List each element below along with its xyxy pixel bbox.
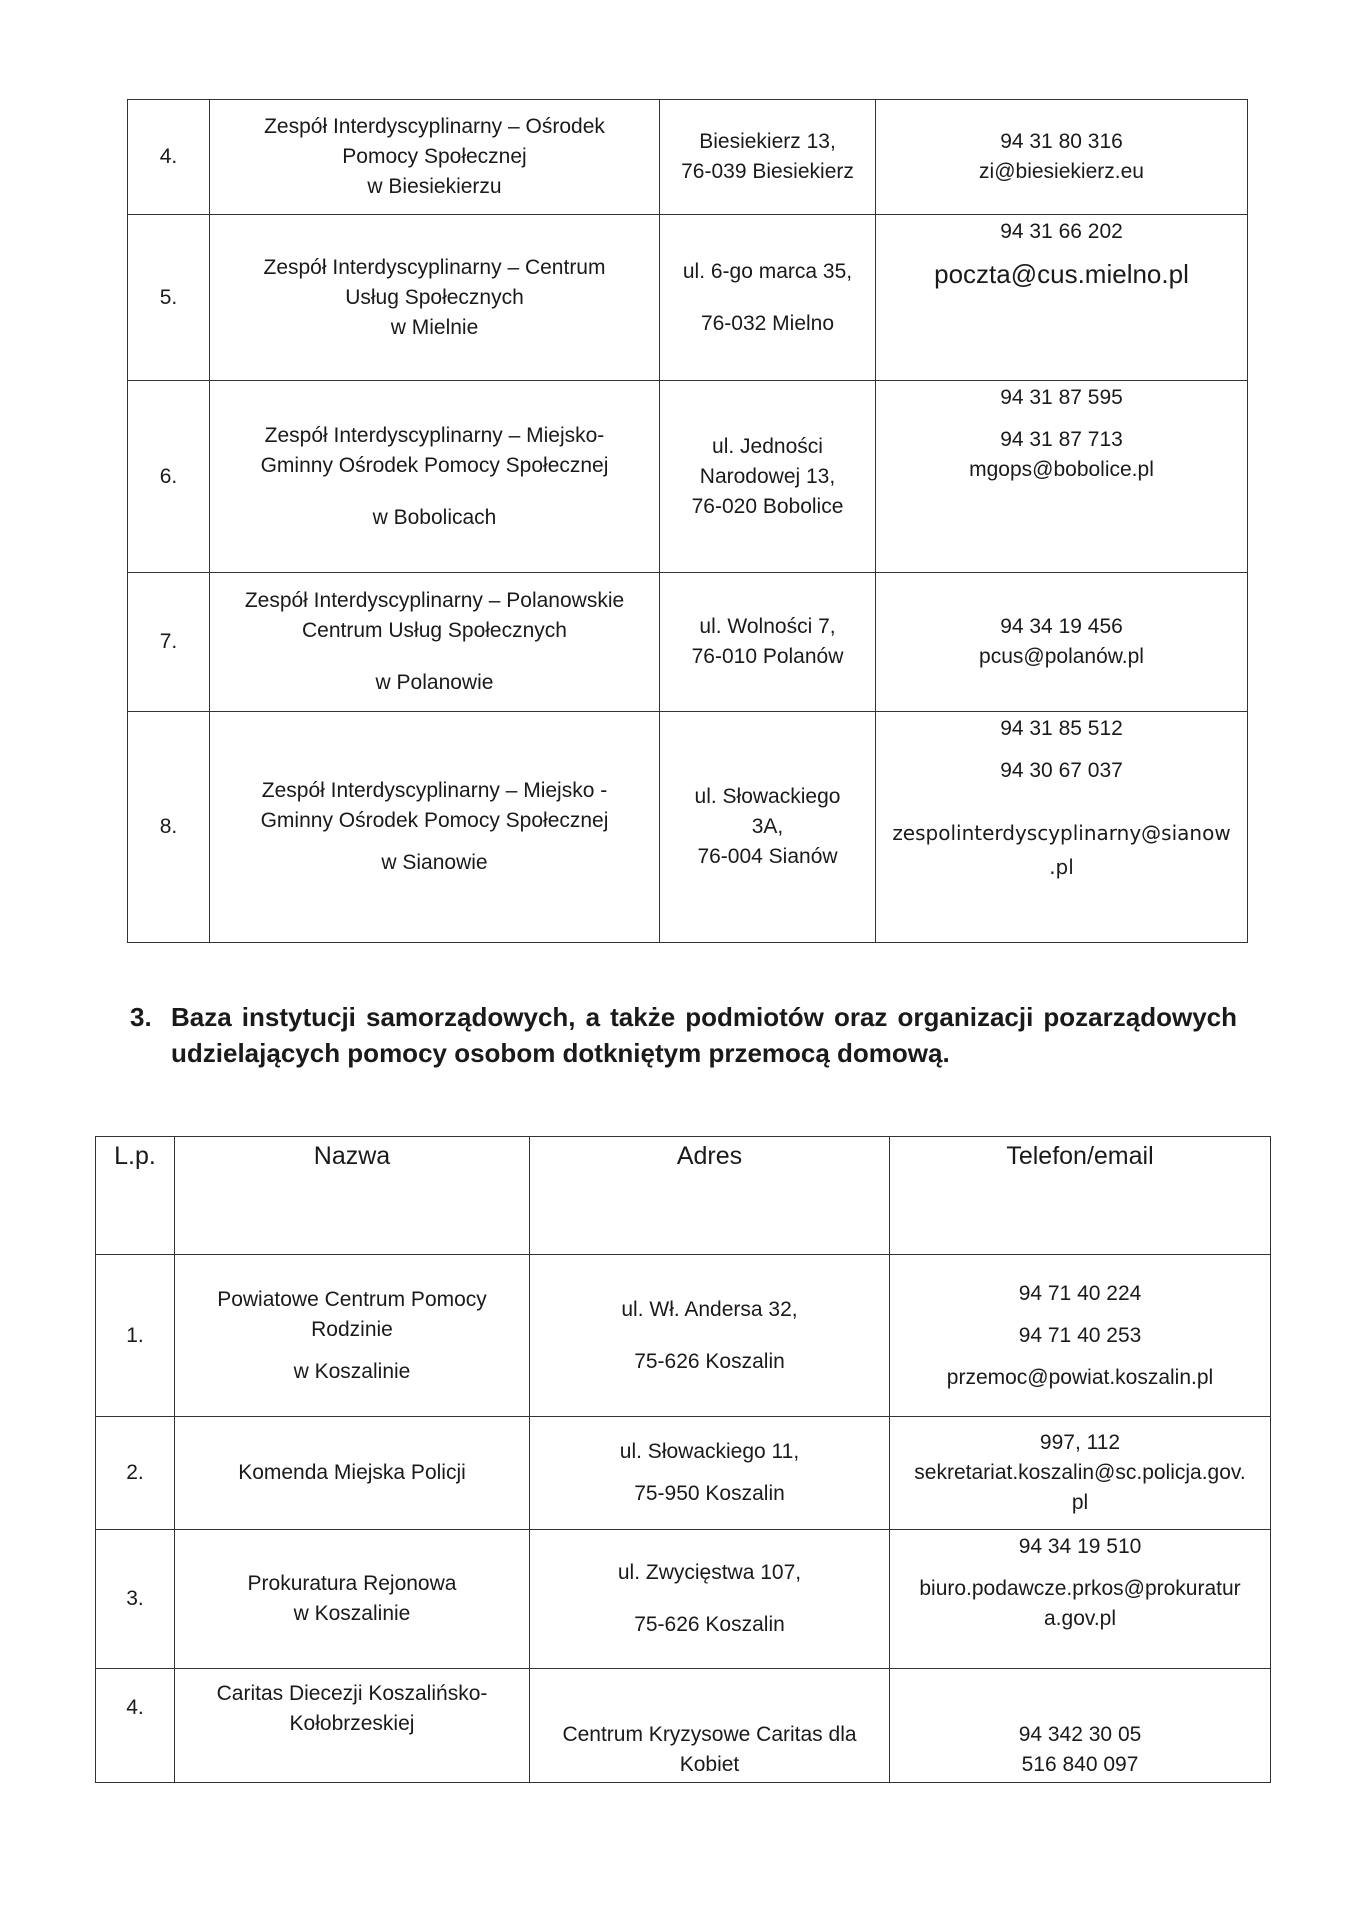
institution-address: ul. Zwycięstwa 107, 75-626 Koszalin	[530, 1530, 890, 1669]
email-link[interactable]: pcus@polanów.pl	[979, 645, 1144, 668]
table-row	[128, 381, 1248, 573]
phone: 94 342 30 05	[1018, 1723, 1142, 1746]
institution-address: ul. Wolności 7, 76-010 Polanów	[660, 573, 876, 712]
institutions-table-continued	[127, 99, 1248, 943]
email-link-continued[interactable]: a.gov.pl	[1044, 1607, 1116, 1630]
header-contact: Telefon/email	[890, 1137, 1271, 1255]
email-link[interactable]: zespolinterdyscyplinarny@sianow	[892, 821, 1231, 845]
section-title: Baza instytucji samorządowych, a także podmiotów oraz organizacji pozarządowych udzielających pomocy osobom dotkniętym przemocą domową.	[171, 1002, 1237, 1068]
phone: 94 34 19 456	[1000, 615, 1123, 638]
institution-address: Centrum Kryzysowe Caritas dla Kobiet	[530, 1669, 890, 1783]
table-header-row	[96, 1137, 1271, 1255]
table-row	[96, 1255, 1271, 1417]
phone: 94 31 85 512	[1000, 717, 1123, 740]
row-number: 4.	[96, 1669, 175, 1783]
phone: 94 31 87 595	[1000, 386, 1123, 409]
email-link[interactable]: poczta@cus.mielno.pl	[934, 259, 1189, 289]
institution-contact	[890, 1669, 1271, 1783]
institution-contact	[876, 215, 1248, 381]
phone: 94 31 80 316	[1000, 130, 1123, 153]
row-number: 8.	[128, 712, 210, 943]
email-link[interactable]: biuro.podawcze.prkos@prokuratur	[919, 1577, 1241, 1600]
header-lp: L.p.	[96, 1137, 175, 1255]
institution-contact	[890, 1530, 1271, 1669]
email-link[interactable]: zi@biesiekierz.eu	[979, 160, 1144, 183]
institution-address: ul. Jedności Narodowej 13, 76-020 Bobolice	[660, 381, 876, 573]
phone: 516 840 097	[1021, 1753, 1139, 1776]
email-link-continued[interactable]: .pl	[1049, 855, 1074, 879]
institution-name: Prokuratura Rejonowa w Koszalinie	[175, 1530, 530, 1669]
header-name: Nazwa	[175, 1137, 530, 1255]
institution-contact	[876, 100, 1248, 215]
row-number: 7.	[128, 573, 210, 712]
phone: 94 31 66 202	[1000, 220, 1123, 243]
institution-name: Caritas Diecezji Koszalińsko- Kołobrzeskiej	[175, 1669, 530, 1783]
row-number: 3.	[96, 1530, 175, 1669]
institution-address: ul. Słowackiego 3A, 76-004 Sianów	[660, 712, 876, 943]
table-row	[96, 1417, 1271, 1530]
table-row	[128, 100, 1248, 215]
section-number: 3.	[130, 1002, 152, 1032]
row-number: 5.	[128, 215, 210, 381]
institution-name: Komenda Miejska Policji	[175, 1417, 530, 1530]
email-link[interactable]: przemoc@powiat.koszalin.pl	[946, 1365, 1214, 1389]
email-link[interactable]: mgops@bobolice.pl	[969, 458, 1154, 481]
institution-contact	[876, 712, 1248, 943]
institution-address: ul. Wł. Andersa 32, 75-626 Koszalin	[530, 1255, 890, 1417]
row-number: 1.	[96, 1255, 175, 1417]
section-heading	[127, 999, 1237, 1071]
email-link[interactable]: sekretariat.koszalin@sc.policja.gov.	[914, 1461, 1246, 1484]
table-row	[128, 573, 1248, 712]
table-row	[128, 215, 1248, 381]
institution-contact	[890, 1255, 1271, 1417]
support-institutions-table	[95, 1136, 1271, 1783]
institution-address: ul. 6-go marca 35, 76-032 Mielno	[660, 215, 876, 381]
phone: 94 30 67 037	[1000, 759, 1123, 782]
institution-address: Biesiekierz 13, 76-039 Biesiekierz	[660, 100, 876, 215]
institution-contact	[890, 1417, 1271, 1530]
row-number: 4.	[128, 100, 210, 215]
header-address: Adres	[530, 1137, 890, 1255]
institution-contact	[876, 381, 1248, 573]
institution-contact	[876, 573, 1248, 712]
institution-name: Zespół Interdyscyplinarny – Polanowskie Centrum Usług Społecznych w Polanowie	[210, 573, 660, 712]
institution-address: ul. Słowackiego 11, 75-950 Koszalin	[530, 1417, 890, 1530]
row-number: 6.	[128, 381, 210, 573]
institution-name: Zespół Interdyscyplinarny – Centrum Usług Społecznych w Mielnie	[210, 215, 660, 381]
institution-name: Zespół Interdyscyplinarny – Miejsko- Gminny Ośrodek Pomocy Społecznej w Bobolicach	[210, 381, 660, 573]
table-row	[96, 1530, 1271, 1669]
table-row	[96, 1669, 1271, 1783]
phone: 94 71 40 253	[1018, 1323, 1142, 1347]
email-link-continued[interactable]: pl	[1071, 1491, 1089, 1514]
institution-name: Zespół Interdyscyplinarny – Miejsko - Gminny Ośrodek Pomocy Społecznej w Sianowie	[210, 712, 660, 943]
phone: 94 71 40 224	[1018, 1281, 1142, 1305]
phone: 94 34 19 510	[1018, 1535, 1142, 1558]
table-row	[128, 712, 1248, 943]
phone: 997, 112	[1039, 1431, 1121, 1454]
row-number: 2.	[96, 1417, 175, 1530]
institution-name: Powiatowe Centrum Pomocy Rodzinie w Koszalinie	[175, 1255, 530, 1417]
institution-name: Zespół Interdyscyplinarny – Ośrodek Pomocy Społecznej w Biesiekierzu	[210, 100, 660, 215]
phone: 94 31 87 713	[1000, 428, 1123, 451]
